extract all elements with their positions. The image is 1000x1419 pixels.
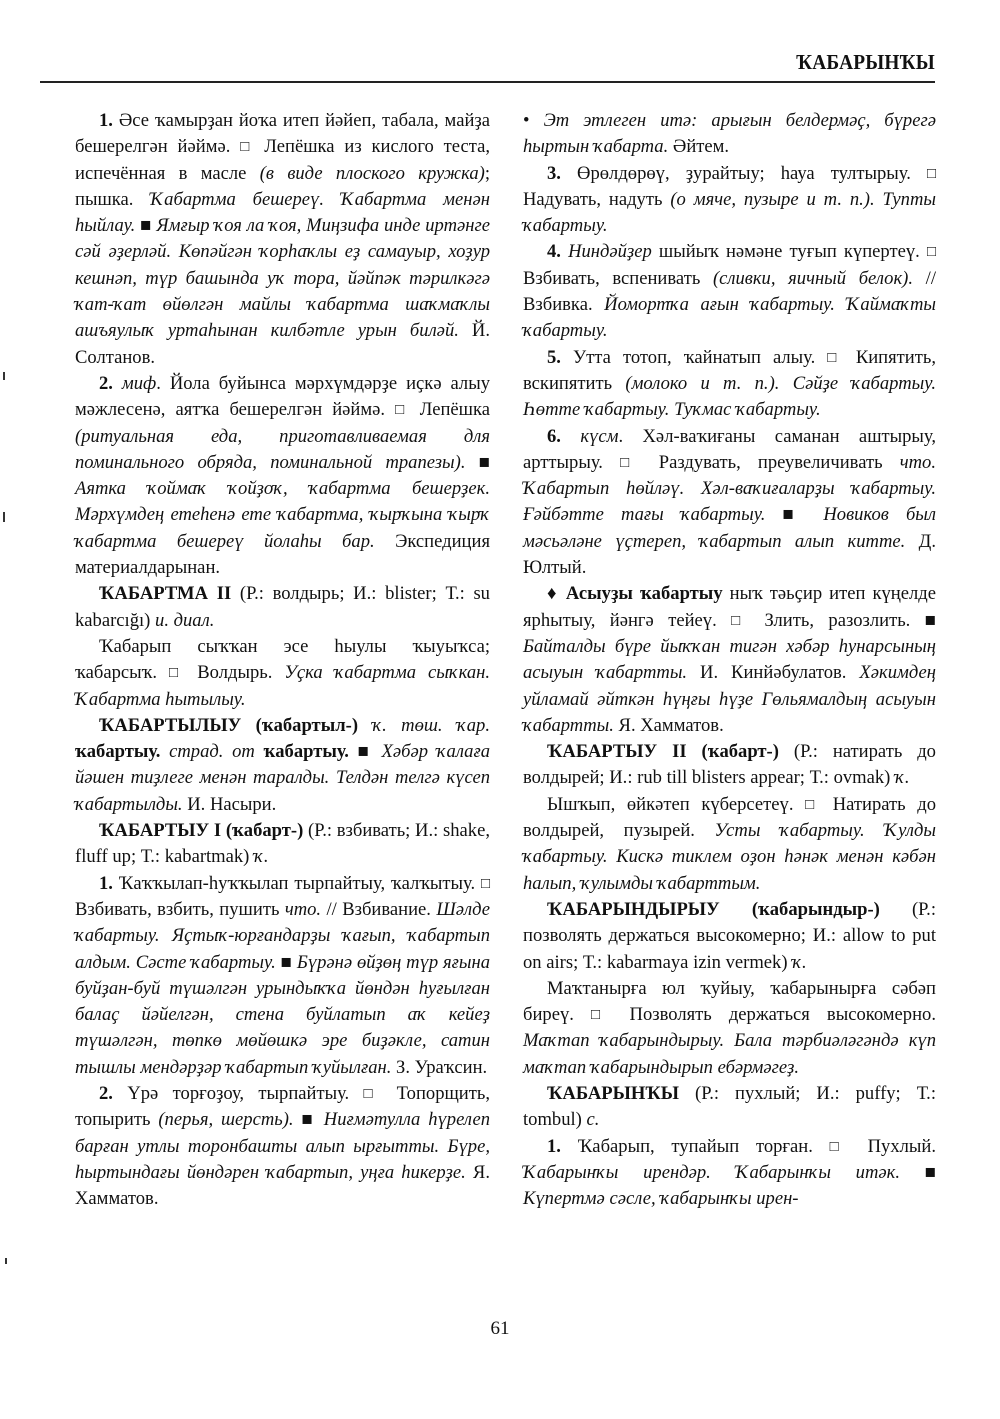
italic-text: (о мяче, пузыре и т. п.). Тупты ҡабартыу. [523, 188, 936, 237]
italic-text: Ямғыр ҡоя ла ҡоя, Миңзифа инде иртәнге сәй әҙерләй. Көпәйгән ҡорһаҡлы еҙ самауыр, хоҙур кешнәп, түр башында уҡ тора, йәйпәк тәрилкәгә ҡат-ҡат өйөлгән майлы ҡабартма шаҡмаҡлы ашъяулыҡ уртаһынан килбәтле урын биләй. [75, 215, 490, 342]
italic-text: Ҡабарынҡы ирендәр. Ҡабарынҡы итәк. [523, 1161, 901, 1183]
text: Взбивать, взбить, пушить [75, 898, 285, 920]
bold-text: 6. [547, 425, 581, 447]
text: (Р.: позволять держаться высокомерно; И.: allow to put on airs; Т.: kabarmaya izin vermek) [523, 898, 936, 973]
italic-text: с. [586, 1109, 600, 1131]
text: ■ [910, 609, 936, 631]
italic-text: ҡ. [254, 846, 269, 868]
text: Ышҡып, өйкәтеп күберсетеү. [547, 793, 806, 815]
text: Әйтем. [668, 136, 730, 158]
bold-text: ҠАБАРТМА II [99, 583, 240, 605]
margin-mark [3, 372, 5, 380]
running-head: ҠАБАРЫНҠЫ [796, 50, 935, 74]
bold-text: ҡабартыу. [75, 741, 170, 763]
dictionary-sense [523, 792, 936, 897]
italic-text: ҡ. [895, 767, 910, 789]
text: ■ [465, 451, 490, 473]
text: Лепёшка [409, 399, 490, 421]
text: ■ [275, 951, 297, 973]
italic-text: Хәбәр ҡалаға йәшен тиҙлеге менән таралды. Телдән телгә күсеп ҡабартылды. [75, 741, 491, 815]
italic-text: Йомортҡа ағын ҡабартыу. Ҡаймаҡты ҡабартыу. [523, 294, 936, 342]
text: И. Кинйәбулатов. [687, 662, 860, 684]
text: . Йола буйынса мәрхүмдәрҙе иҫкә алыу мәжлесенә, аятҡа бешерелгән йәймә. [75, 372, 490, 421]
text: Ҡабарып сыҡҡан эсе һыулы ҡыуыҡса; ҡабарсыҡ. [75, 635, 490, 684]
text: Я. Хамматов. [613, 714, 724, 736]
italic-text: Маҡтап ҡабарындырыу. Бала тәрбиәләгәндә күп маҡтап ҡабарындырып ебәрмәгеҙ. [523, 1030, 936, 1078]
italic-text: Ҡабартма бешереү. Ҡабартма менән һыйлау. [75, 188, 491, 237]
hollow-square-icon: □ [168, 665, 186, 682]
dictionary-sense [523, 1134, 936, 1213]
bold-text: ҠАБАРЫНДЫРЫУ (ҡабарындыр-) [547, 898, 912, 920]
dictionary-sense [523, 239, 936, 344]
bold-text: 5. [547, 346, 574, 368]
bold-text: 1. [99, 872, 119, 894]
text: Ҡаҡҡылап-һуҡҡылап тырпайтыу, ҡалҡытыу. [118, 872, 481, 894]
italic-text: Аятка ҡоймаҡ ҡойҙоҡ, ҡабартма бешерҙек. Мәрхүмдең етеһенә ете ҡабартма, ҡырҡына ҡырҡ ҡабартма бешереү йолаһы бар. [75, 478, 490, 552]
text: Я. Хамматов. [75, 1161, 490, 1210]
margin-mark [5, 1258, 7, 1264]
text: (Р.: натирать до волдырей; И.: rub till blisters appear; Т.: ovmak) [523, 741, 936, 789]
text: Топорщить, топырить [75, 1082, 491, 1131]
text: Д. Юлтый. [523, 530, 936, 579]
text: И. Насыри. [182, 793, 277, 815]
text: Ҡабарып, тупайып торған. [577, 1135, 830, 1157]
italic-text: страд. от [169, 741, 255, 763]
hollow-square-icon: □ [620, 454, 642, 471]
text: Әсе ҡамырҙан йоҡа итеп йәйеп, табала, майҙа бешерелгән йәймә. [75, 110, 490, 158]
text: ныҡ тәьҫир итеп күңелде ярһытыу, йәнгә тейеү. [523, 583, 937, 631]
bold-text: ҡабартыу. [254, 741, 349, 763]
hollow-square-icon: □ [395, 402, 410, 419]
dictionary-sense [523, 345, 936, 424]
bold-text: 3. [547, 162, 578, 184]
text: Натирать до волдырей, пузырей. [523, 793, 937, 842]
hollow-square-icon: □ [829, 1138, 851, 1155]
dictionary-sense [523, 976, 936, 1081]
dictionary-entry [75, 818, 490, 871]
text: (Р.: пухлый; И.: puffy; Т.: tombul) [523, 1082, 936, 1131]
hollow-square-icon: □ [363, 1085, 383, 1102]
hollow-square-icon: □ [926, 244, 936, 261]
dictionary-sense [75, 871, 490, 1081]
left-column [75, 108, 490, 1212]
hollow-square-icon: □ [805, 796, 822, 813]
dictionary-entry [75, 713, 490, 818]
text: (Р.: взбивать; И.: shake, fluff up; Т.: kabartmak) [75, 820, 490, 868]
italic-text: Байталды бүре йыҡҡан тигән хәбәр һунарсының асыуын ҡабартты. [523, 635, 936, 684]
text: Надувать, надуть [523, 188, 671, 210]
text: Маҡтанырға юл ҡуйыу, ҡабарынырға сәбәп биреү. [523, 977, 936, 1026]
dictionary-entry [523, 739, 936, 792]
dictionary-entry [523, 897, 936, 976]
dictionary-sense [75, 634, 490, 713]
bold-text: 1. [99, 110, 119, 131]
bold-text: 2. [99, 372, 122, 394]
dictionary-entry [523, 1081, 936, 1134]
italic-text: күсм [580, 425, 619, 447]
text: ■ [135, 215, 157, 237]
italic-text: ҡ. [792, 951, 807, 973]
text: ■ [348, 741, 382, 763]
hollow-square-icon: □ [480, 875, 490, 892]
text: ■ [900, 1161, 936, 1183]
header-rule [40, 81, 935, 83]
bold-text: ҠАБАРТЫУ II (ҡабарт-) [547, 741, 794, 763]
hollow-square-icon: □ [827, 349, 844, 366]
text: Экспедиция материалдарынан. [75, 530, 490, 579]
bold-text: ҠАБАРЫНҠЫ [547, 1082, 696, 1104]
italic-text: Усты ҡабартыу. Ҡулды ҡабартыу. Кискә тиклем оҙон һәнәк менән кәбән һалып, ҡулымды ҡабарттым. [523, 820, 936, 894]
dictionary-sense [75, 371, 490, 581]
text: Үрә торғоҙоу, тырпайтыу. [127, 1082, 364, 1104]
text: // Взбивка. [523, 267, 936, 316]
text: Взбивать, вспенивать [523, 267, 713, 289]
italic-text: ҡ. төш. ҡар. [372, 714, 490, 736]
text: • [523, 110, 544, 131]
dictionary-sense [523, 424, 936, 582]
dictionary-sense [523, 161, 936, 240]
dictionary-sense [75, 1081, 490, 1212]
text: Кипятить, вскипятить [523, 346, 937, 394]
italic-text: (в виде плоского кружка) [259, 162, 485, 184]
hollow-square-icon: □ [590, 1007, 613, 1024]
text: Й. Солтанов. [75, 320, 490, 368]
bold-text: Асыуҙы ҡабартыу [565, 583, 723, 605]
italic-text: Бүрәнә өйҙөң түр яғына буйҙан-буй түшәлгән урындыҡҡа йөндән һуғылған балаҫ йәйелгән, стена буйлатып аҡ кейеҙ түшәлгән, төпкө мөйөшкә эре биҙәкле, сатин тышлы мендәрҙәр ҡабартып ҡуйылған. [75, 951, 491, 1078]
text: (Р.: волдырь; И.: blister; Т.: su kabarcığı) [75, 583, 490, 631]
right-column [523, 108, 936, 1212]
text: Утта тотоп, ҡайнатып алыу. [573, 346, 828, 368]
bold-text: 2. [99, 1082, 128, 1104]
text: Өрөлдөрөү, ҙурайтыу; һауа тултырыу. [577, 162, 927, 184]
text: Волдырь. [185, 662, 285, 684]
text: // Взбивание. [321, 898, 437, 920]
italic-text: что. Ҡабартып һөйләү. Хәл-ваҡиғаларҙы ҡабартыу. Ғәйбәтте тағы ҡабартыу. [523, 451, 936, 526]
bold-text: 1. [547, 1135, 578, 1157]
italic-text: что. [284, 898, 322, 920]
bold-text: ҠАБАРТЫЛЫУ (ҡабартыл-) [99, 714, 373, 736]
hollow-square-icon: □ [926, 165, 937, 182]
page-header [40, 40, 935, 84]
bold-text: ҠАБАРТЫУ I (ҡабарт-) [99, 820, 308, 842]
italic-text: Хәкимдең уйламай әйткән һүңғы һүҙе Гөльямалдың асыуын ҡабартты. [523, 662, 937, 736]
text: З. Ураҡсин. [391, 1056, 488, 1078]
italic-text: (молоко и т. п.). Сәйҙе ҡабартыу. Һөтте ҡабартыу. Туҡмас ҡабартыу. [523, 372, 936, 421]
italic-text: и. диал. [155, 609, 215, 631]
hollow-square-icon: □ [731, 612, 751, 629]
italic-text: миф [121, 372, 157, 394]
margin-mark [3, 512, 5, 522]
italic-text: Новиков был мәсьәләне үҫтереп, ҡабартып алып китте. [523, 504, 936, 552]
italic-text: Шәлде ҡабартыу. Яҫтыҡ-юрғандарҙы ҡағып, ҡабартып алдым. Сәсте ҡабартыу. [75, 898, 490, 973]
text: ■ [765, 504, 824, 526]
text: . Хәл-ваҡиғаны саманан аштырыу, арттырыу. [523, 425, 936, 473]
italic-text: (ритуальная еда, приготавливаемая для поминального обряда, поминальной трапезы). [75, 425, 490, 473]
text: Позволять держаться высокомерно. [612, 1004, 936, 1026]
hollow-square-icon: □ [240, 139, 255, 156]
text: ; пышка. [75, 162, 490, 210]
italic-text: (сливки, яичный белок). [712, 267, 914, 289]
italic-text: Уҫка ҡабартма сыҡкан. Ҡабартма һытылыу. [75, 662, 490, 710]
dictionary-idiom [523, 581, 936, 739]
italic-text: Ниндәйҙер [568, 241, 652, 263]
italic-text: Күпертмә сәсле, ҡабарынҡы ирен- [523, 1188, 799, 1210]
text: Злить, разозлить. [750, 609, 911, 631]
text: шыйыҡ нәмәне туғып күпертеү. [651, 241, 927, 263]
dictionary-entry [75, 581, 490, 634]
text: Лепёшка из кислого теста, испечённая в масле [75, 136, 490, 184]
text: Раздувать, преувеличивать [641, 451, 900, 473]
text: Пухлый. [850, 1135, 936, 1157]
text: ♦ [547, 583, 566, 605]
text: ■ [293, 1109, 324, 1131]
italic-text: (перья, шерсть). [158, 1109, 294, 1131]
italic-text: Ниғмәтулла һүрелеп барған утлы торонбашты алып ырғытты. Бүре, һыртындағы йөндәрен ҡабартып, уңға һикерҙе. [75, 1109, 490, 1183]
page-number: 61 [490, 1318, 510, 1339]
dictionary-example [523, 108, 936, 161]
dictionary-sense [75, 108, 490, 371]
italic-text: Эт этлеген итә: арығын белдермәҫ, бүрегә һыртын ҡабарта. [523, 110, 936, 158]
bold-text: 4. [547, 241, 569, 263]
